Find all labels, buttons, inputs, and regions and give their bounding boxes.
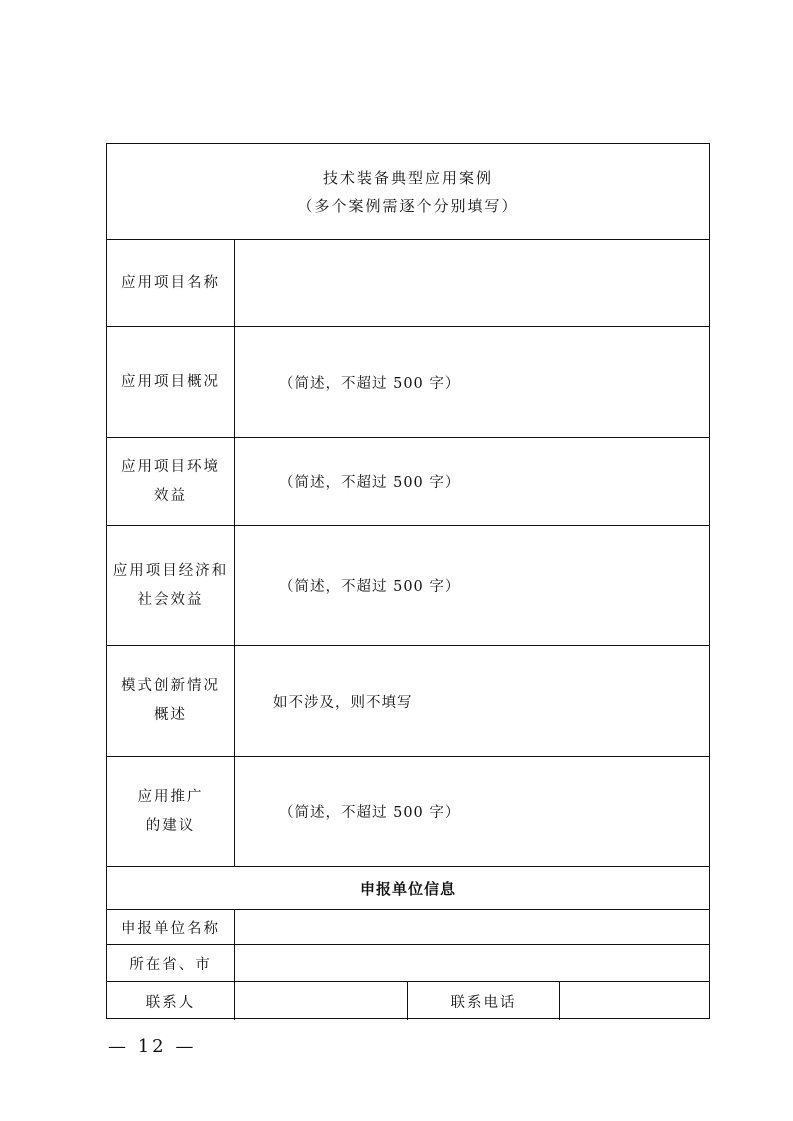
contact-phone-label: 联系电话: [408, 982, 560, 1020]
economic-social-benefit-field[interactable]: （简述，不超过 500 字）: [279, 579, 461, 595]
model-innovation-field[interactable]: 如不涉及，则不填写: [273, 694, 413, 711]
project-overview-label: 应用项目概况: [107, 327, 235, 437]
row-province-city: [107, 945, 709, 982]
row-unit-name: [107, 910, 709, 945]
row-environmental-benefit: [107, 438, 709, 526]
unit-info-section-title: 申报单位信息: [107, 867, 709, 910]
row-project-overview: [107, 327, 709, 438]
environmental-benefit-label: 应用项目环境 效益: [107, 438, 235, 525]
row-contact: [107, 982, 709, 1020]
application-case-form: [106, 143, 710, 1019]
row-project-name: [107, 240, 709, 327]
row-economic-social-benefit: [107, 526, 709, 646]
promotion-suggestion-field[interactable]: （简述，不超过 500 字）: [279, 805, 461, 821]
environmental-benefit-field[interactable]: （简述，不超过 500 字）: [279, 475, 461, 491]
form-header: [107, 144, 709, 240]
contact-person-field[interactable]: [235, 982, 408, 1020]
province-city-label: 所在省、市: [107, 945, 235, 981]
row-model-innovation: [107, 646, 709, 757]
contact-phone-field[interactable]: [560, 982, 709, 1020]
form-title: 技术装备典型应用案例: [322, 168, 493, 187]
province-city-field[interactable]: [235, 945, 709, 981]
row-promotion-suggestion: [107, 757, 709, 867]
project-overview-field[interactable]: （简述，不超过 500 字）: [279, 375, 461, 392]
promotion-suggestion-label: 应用推广 的建议: [107, 757, 235, 866]
form-subtitle: （多个案例需逐个分别填写）: [297, 196, 519, 215]
economic-social-benefit-label: 应用项目经济和 社会效益: [107, 526, 235, 645]
unit-name-field[interactable]: [235, 910, 709, 944]
project-name-label: 应用项目名称: [107, 240, 235, 326]
contact-person-label: 联系人: [107, 982, 235, 1020]
unit-name-label: 申报单位名称: [107, 910, 235, 944]
page-number: — 12 —: [108, 1036, 197, 1057]
model-innovation-label: 模式创新情况 概述: [107, 646, 235, 756]
project-name-field[interactable]: [235, 240, 709, 326]
